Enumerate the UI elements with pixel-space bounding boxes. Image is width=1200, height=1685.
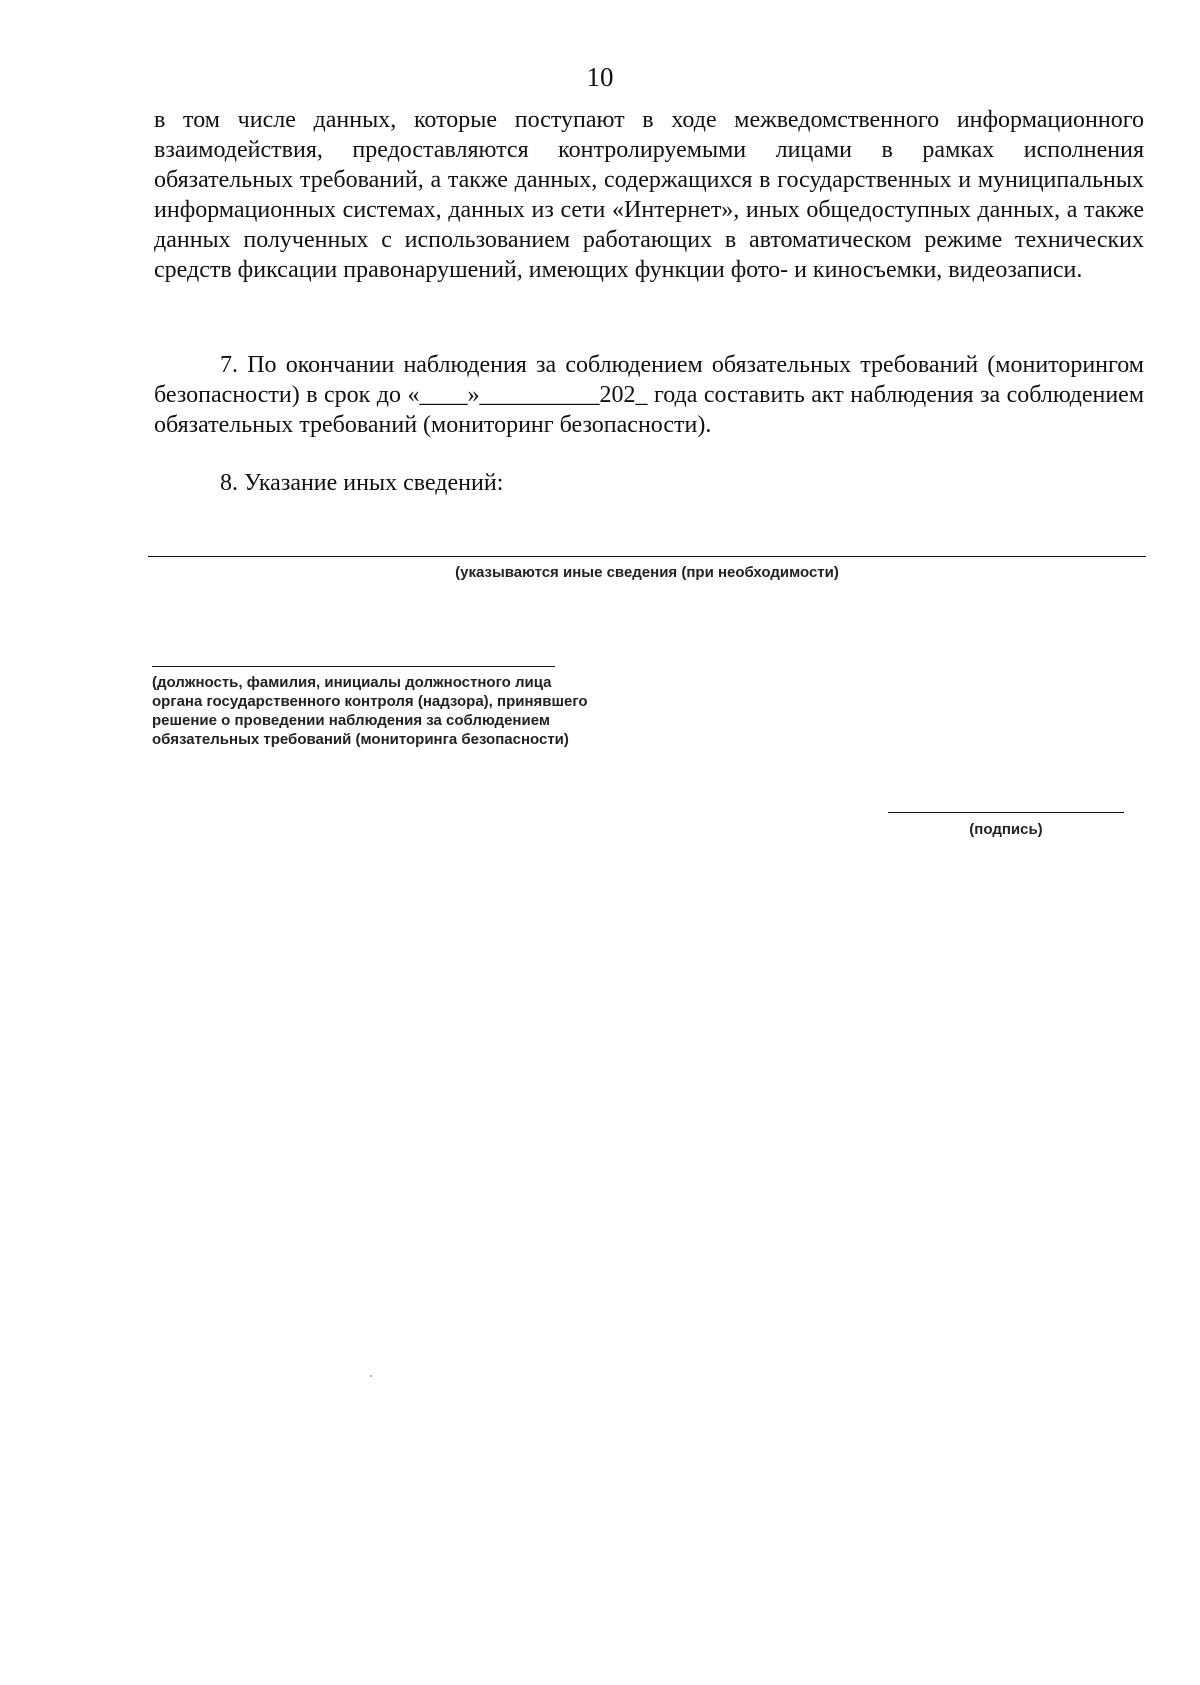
- continuation-paragraph: в том числе данных, которые поступают в ходе межведомственного информационного взаимодействия, предоставляются контролируемыми лицами в рамках исполнения обязательных требований, а также данных, содержащихся в государственных и муниципальных информационных системах, данных из сети «Интернет», иных общедоступных данных, а также данных полученных с использованием работающих в автоматическом режиме технических средств фиксации правонарушений, имеющих функции фото- и киносъемки, видеозаписи.: [154, 107, 1144, 283]
- page-number: 10: [586, 62, 614, 92]
- scan-speck: [370, 1375, 372, 1377]
- other-info-line: [148, 556, 1146, 557]
- item-8-paragraph: 8. Указание иных сведений:: [220, 470, 504, 496]
- official-caption: (должность, фамилия, инициалы должностного лица органа государственного контроля (надзора), принявшего решение о проведении наблюдения за соблюдением обязательных требований (мониторинга безопасности): [152, 674, 588, 748]
- official-line: [152, 666, 555, 667]
- other-info-caption: (указываются иные сведения (при необходимости): [455, 564, 839, 581]
- signature-line: [888, 812, 1124, 813]
- item-7-paragraph: 7. По окончании наблюдения за соблюдением обязательных требований (мониторингом безопасности) в срок до «____»__________202_ года составить акт наблюдения за соблюдением обязательных требований (мониторинг безопасности).: [154, 352, 1144, 438]
- signature-caption: (подпись): [969, 821, 1043, 838]
